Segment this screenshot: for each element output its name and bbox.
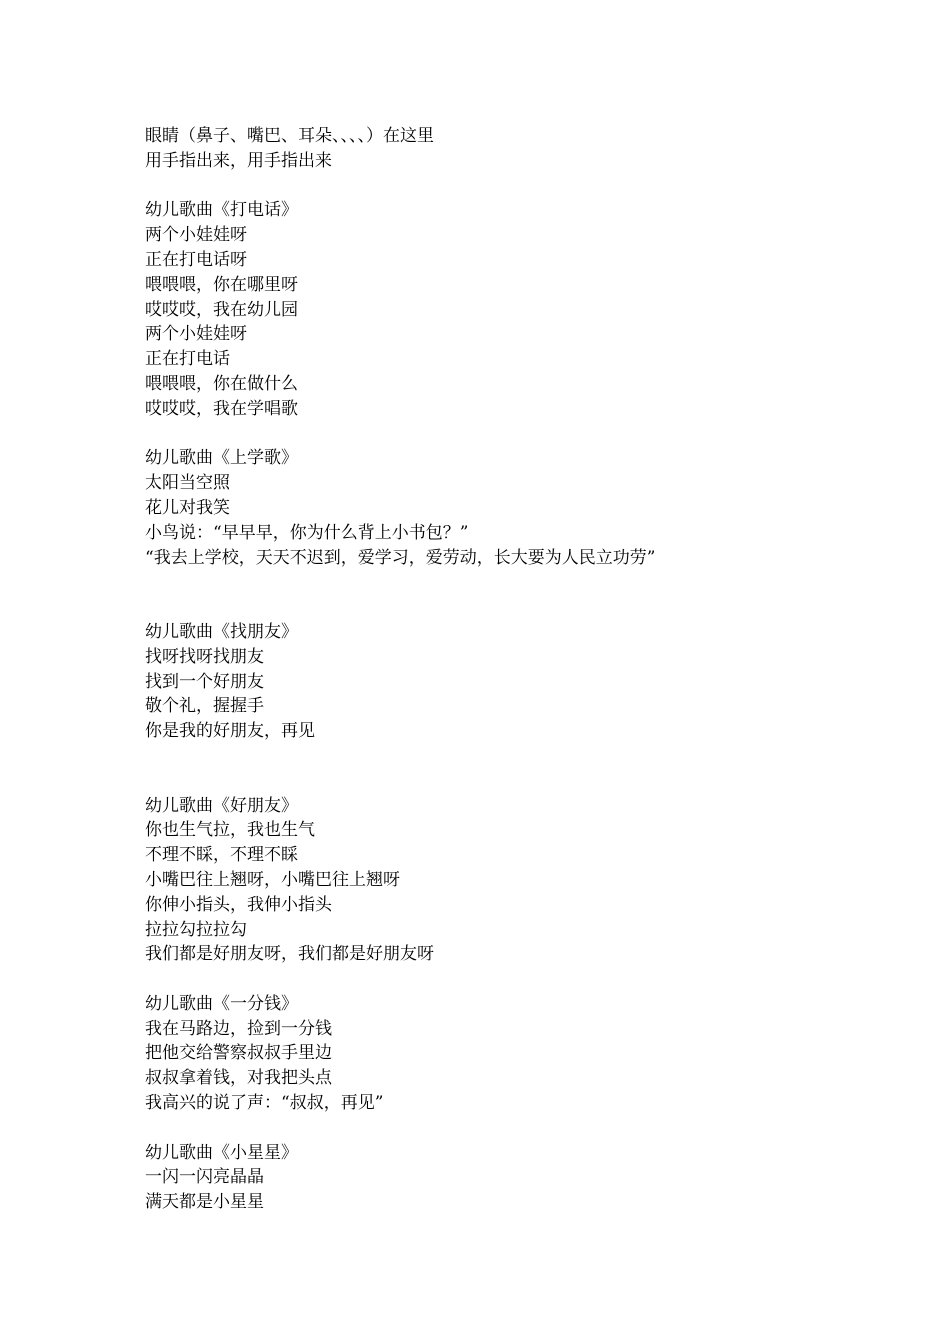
lyric-line: 正在打电话呀: [145, 249, 247, 270]
song-block-good-friends: [145, 794, 905, 968]
lyric-line: 喂喂喂，你在做什么: [145, 373, 298, 394]
lyric-line: 找呀找呀找朋友: [145, 646, 264, 667]
lyric-line: 小嘴巴往上翘呀，小嘴巴往上翘呀: [145, 869, 400, 890]
lyric-line: 太阳当空照: [145, 473, 230, 494]
song-block-phone-call: [145, 198, 905, 421]
lyric-line: 两个小娃娃呀: [145, 225, 247, 246]
lyric-line: 一闪一闪亮晶晶: [145, 1167, 264, 1188]
song-title: 幼儿歌曲《上学歌》: [145, 448, 298, 469]
lyric-line: 小鸟说：“早早早，你为什么背上小书包？”: [145, 522, 469, 543]
lyric-line: 我在马路边，捡到一分钱: [145, 1018, 332, 1039]
song-block-school-song: [145, 446, 905, 570]
lyric-line: 拉拉勾拉拉勾: [145, 919, 247, 940]
song-title: 幼儿歌曲《打电话》: [145, 200, 298, 221]
song-title: 幼儿歌曲《好朋友》: [145, 795, 298, 816]
song-title: 幼儿歌曲《小星星》: [145, 1142, 298, 1163]
lyric-line: 把他交给警察叔叔手里边: [145, 1043, 332, 1064]
lyric-line: 正在打电话: [145, 349, 230, 370]
lyric-line: 你是我的好朋友，再见: [145, 721, 315, 742]
lyric-line: 我高兴的说了声：“叔叔，再见”: [145, 1093, 384, 1114]
lyric-line: 敬个礼，握握手: [145, 696, 264, 717]
song-block-find-friends: [145, 620, 905, 744]
lyric-line: 哎哎哎，我在学唱歌: [145, 398, 298, 419]
lyric-line: 眼睛（鼻子、嘴巴、耳朵、、、、）在这里: [145, 126, 434, 146]
lyric-line: 叔叔拿着钱，对我把头点: [145, 1068, 332, 1089]
lyric-line: 你伸小指头，我伸小指头: [145, 894, 332, 915]
lyrics-body: [145, 124, 905, 1215]
song-title: 幼儿歌曲《一分钱》: [145, 993, 298, 1014]
lyric-line: 我们都是好朋友呀，我们都是好朋友呀: [145, 944, 434, 965]
lyric-line: 花儿对我笑: [145, 497, 230, 518]
intro-block: [145, 124, 905, 174]
lyric-line: 你也生气拉，我也生气: [145, 820, 315, 841]
song-block-little-star: [145, 1141, 905, 1215]
lyric-line: “我去上学校，天天不迟到，爱学习，爱劳动，长大要为人民立功劳”: [145, 547, 656, 568]
song-title: 幼儿歌曲《找朋友》: [145, 621, 298, 642]
lyric-line: 哎哎哎，我在幼儿园: [145, 299, 298, 320]
lyric-line: 不理不睬，不理不睬: [145, 845, 298, 866]
lyric-line: 两个小娃娃呀: [145, 324, 247, 345]
lyric-line: 用手指出来，用手指出来: [145, 150, 332, 171]
lyric-line: 满天都是小星星: [145, 1192, 264, 1213]
lyric-line: 喂喂喂，你在哪里呀: [145, 274, 298, 295]
song-block-one-cent: [145, 992, 905, 1116]
lyric-line: 找到一个好朋友: [145, 671, 264, 692]
